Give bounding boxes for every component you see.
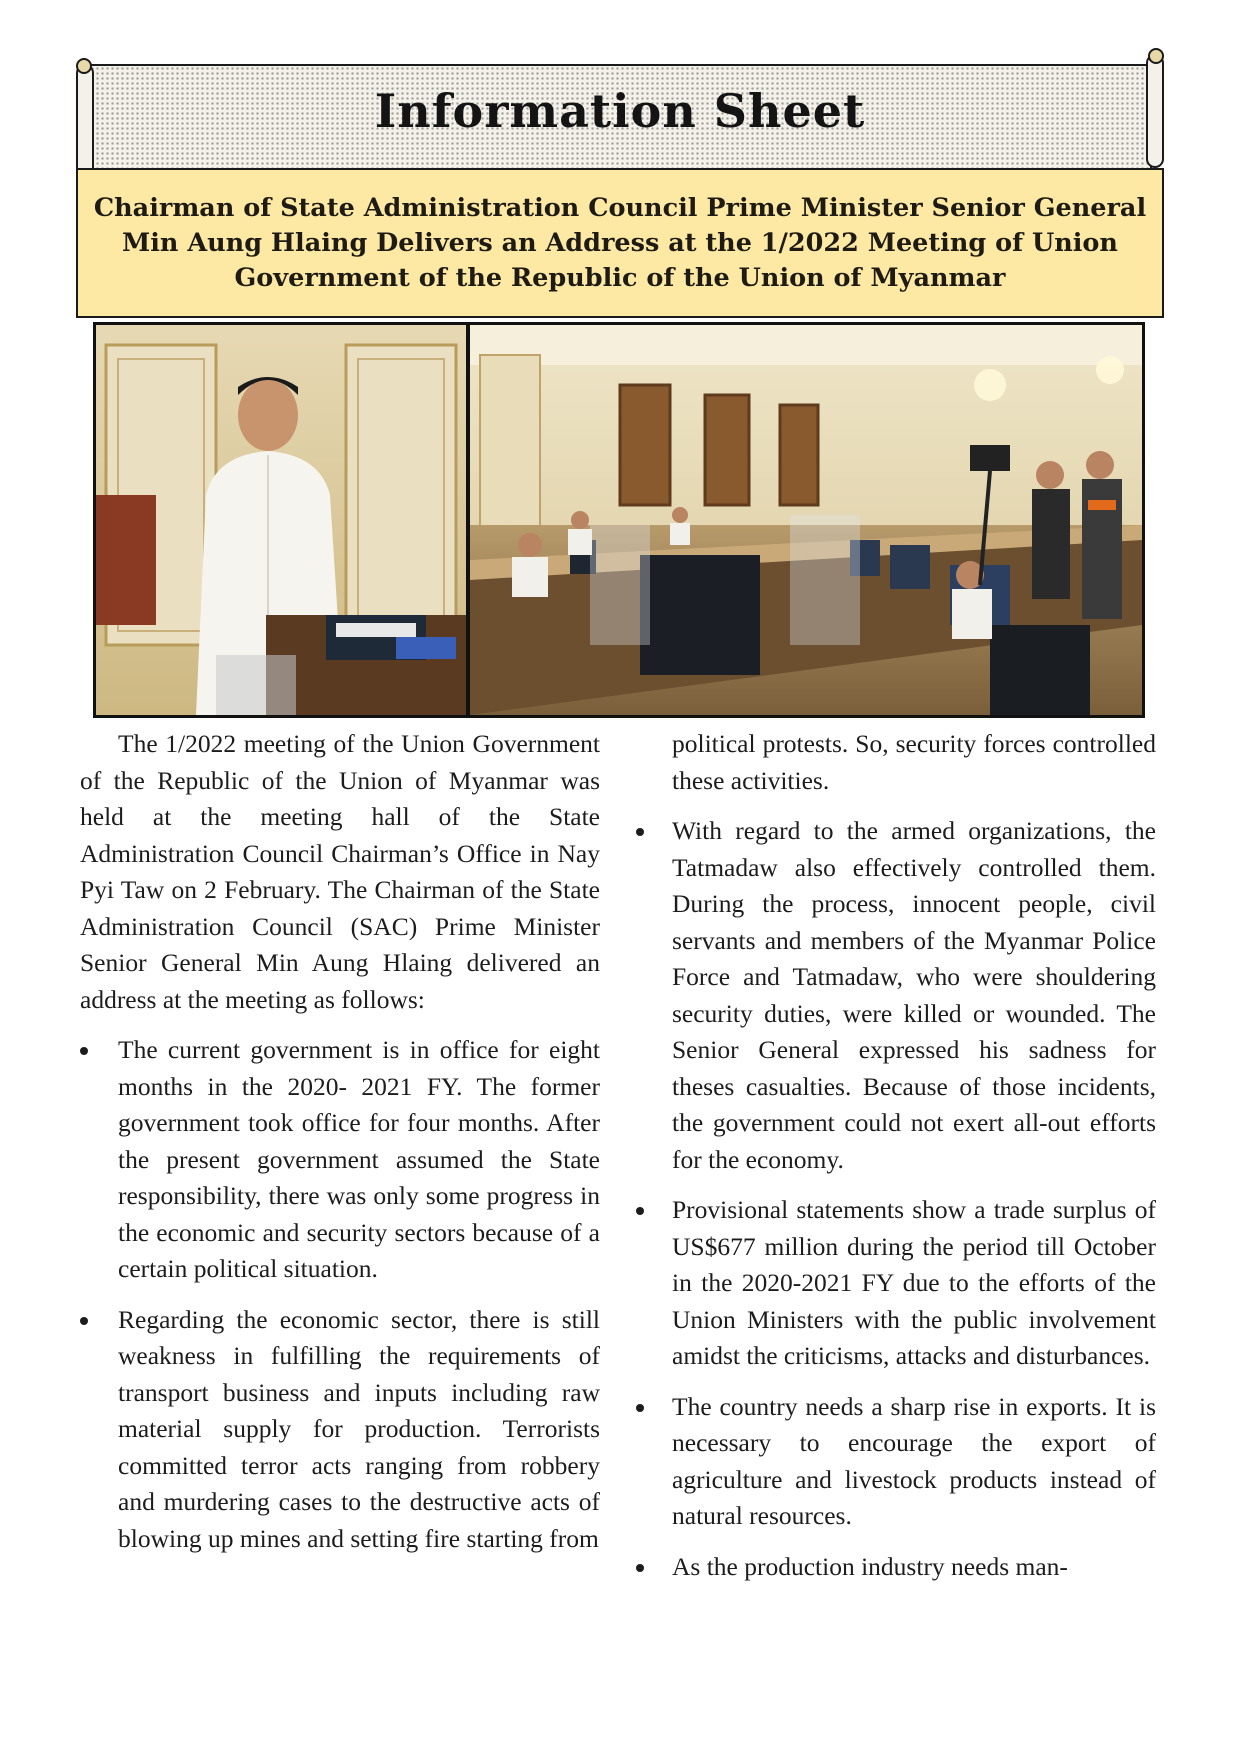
bullet-text: With regard to the armed organizations, the Tatmadaw also effectively controlled them. During the process, innocent people, civil servants and members of the Myanmar Police Force and Tatmadaw, who were shouldering security duties, were killed or wounded. The Senior General expressed his sadness for theses casualties. Because of those incidents, the government could not exert all-out efforts for the economy. [672,816,1156,1174]
headline-box [76,168,1164,318]
list-item [636,1192,1156,1375]
bullet-text: As the production industry needs man- [672,1551,1068,1581]
article-intro: The 1/2022 meeting of the Union Government of the Republic of the Union of Myanmar was held at the meeting hall of the State Administration Council Chairman’s Office in Nay Pyi Taw on 2 February. The Chairman of the State Administration Council (SAC) Prime Minister Senior General Min Aung Hlaing delivered an address at the meeting as follows: [80,729,600,1014]
bullet-text: The current government is in office for eight months in the 2020- 2021 FY. The former government took office for four months. After the present government assumed the State responsibility, there was only some progress in the economic and security sectors because of a certain political situation. [118,1035,600,1283]
speaker-at-podium-photo [96,325,466,715]
meeting-hall-icon [470,325,1142,715]
list-item [636,1549,1156,1586]
list-item [636,1389,1156,1535]
bullet-icon [80,1047,88,1055]
bullet-icon [636,1207,644,1215]
bullet-list-right [636,813,1156,1585]
list-item [80,1032,600,1288]
list-item [80,1302,600,1558]
bullet-icon [636,1404,644,1412]
bullet-text: Regarding the economic sector, there is still weakness in fulfilling the requirements of transport business and inputs including raw material supply for production. Terrorists committed terror acts ranging from robbery and murdering cases to the destructive acts of blowing up mines and setting fire starting from [118,1304,600,1553]
article-column-right [636,726,1156,1599]
scroll-curl-right-icon [1148,48,1164,64]
headline: Chairman of State Administration Council Prime Minister Senior General Min Aung Hlaing Delivers an Address at the 1/2022 Meeting of Union Government of the Republic of the Union of Myanmar [93,192,1147,293]
photo-panel [93,322,1145,718]
title-banner [74,54,1166,182]
meeting-hall-photo [470,325,1142,715]
bullet-icon [636,1564,644,1572]
bullet-icon [636,828,644,836]
bullet-list-left [80,1032,600,1557]
page-title: Information Sheet [374,84,866,138]
bullet-icon [80,1317,88,1325]
list-item [636,813,1156,1178]
bullet-text: The country needs a sharp rise in exports. It is necessary to encourage the export of agriculture and livestock products instead of natural resources. [672,1391,1156,1530]
bullet-text: Provisional statements show a trade surplus of US$677 million during the period till October in the 2020-2021 FY due to the efforts of the Union Ministers with the public involvement amidst the criticisms, attacks and disturbances. [672,1195,1156,1370]
article-column-left [80,726,600,1571]
article-continuation: political protests. So, security forces controlled these activities. [672,729,1156,795]
speaker-photo [96,325,466,715]
scroll-curl-left-icon [76,58,92,74]
